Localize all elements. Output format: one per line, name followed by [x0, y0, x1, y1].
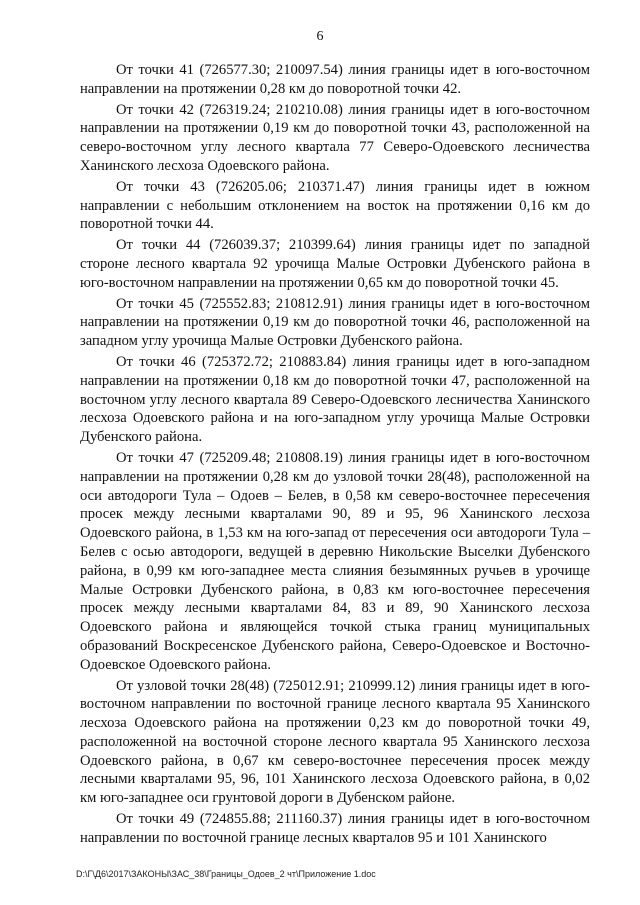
paragraph-node-28-48: От узловой точки 28(48) (725012.91; 210999.12) линия границы идет в юго-восточном направлении по восточной границе лесного квартала 95 Ханинского лесхоза Одоевского района на протяжении 0,23 км до поворотной точки 49, расположенной на восточной стороне лесного квартала 95 Ханинского лесхоза Одоевского района, в 0,67 км северо-восточнее пересечения просек между лесными кварталами 95, 96, 101 Ханинского лесхоза Одоевского района, в 0,02 км юго-западнее оси грунтовой дороги в Дубенском районе. — [80, 677, 590, 807]
paragraph-point-42: От точки 42 (726319.24; 210210.08) линия границы идет в юго-восточном направлении на протяжении 0,19 км до поворотной точки 43, расположенной на северо-восточном углу лесного квартала 77 Северо-Одоевского лесничества Ханинского лесхоза Одоевского района. — [80, 101, 590, 174]
paragraph-point-43: От точки 43 (726205.06; 210371.47) линия границы идет в южном направлении с небольшим отклонением на восток на протяжении 0,16 км до поворотной точки 44. — [80, 178, 590, 233]
paragraph-point-41: От точки 41 (726577.30; 210097.54) линия границы идет в юго-восточном направлении на протяжении 0,28 км до поворотной точки 42. — [80, 62, 590, 97]
paragraph-point-44: От точки 44 (726039.37; 210399.64) линия границы идет по западной стороне лесного квартала 92 урочища Малые Островки Дубенского района в юго-восточном направлении на протяжении 0,65 км до поворотной точки 45. — [80, 237, 590, 291]
page-number: 6 — [316, 29, 324, 44]
paragraph-point-49: От точки 49 (724855.88; 211160.37) линия границы идет в юго-восточном направлении по восточной границе лесных кварталов 95 и 101 Ханинского — [80, 811, 590, 846]
paragraph-point-45: От точки 45 (725552.83; 210812.91) линия границы идет в юго-восточном направлении на протяжении 0,19 км до поворотной точки 46, расположенной на западном углу урочища Малые Островки Дубенского района. — [80, 295, 590, 350]
paragraph-point-46: От точки 46 (725372.72; 210883.84) линия границы идет в юго-западном направлении на протяжении 0,18 км до поворотной точки 47, расположенной на восточном углу лесного квартала 89 Северо-Одоевского лесничества Ханинского лесхоза Одоевского района и на юго-западном углу урочища Малые Островки Дубенского района. — [80, 353, 590, 446]
paragraph-point-47: От точки 47 (725209.48; 210808.19) линия границы идет в юго-восточном направлении на протяжении 0,28 км до узловой точки 28(48), расположенной на оси автодороги Тула – Одоев – Белев, в 0,58 км северо-восточнее пересечения просек между лесными кварталами 90, 89 и 95, 96 Ханинского лесхоза Одоевского района, в 1,53 км на юго-запад от пересечения оси автодороги Тула – Белев с осью автодороги, ведущей в деревню Никольские Выселки Дубенского района, в 0,99 км юго-западнее места слияния безымянных ручьев в урочище Малые Островки Дубенского района, в 0,83 км юго-восточнее пересечения просек между лесными кварталами 84, 83 и 89, 90 Ханинского лесхоза Одоевского района и являющейся точкой стыка границ муниципальных образований Воскресенское Дубенского района, Северо-Одоевское и Восточно-Одоевское Одоевского района. — [80, 449, 590, 673]
document-body — [80, 61, 590, 850]
footer-file-path: D:\Г\Д6\2017\ЗАКОНЫ\ЗАС_38\Границы_Одоев_2 чт\Приложение 1.doc — [76, 869, 376, 879]
